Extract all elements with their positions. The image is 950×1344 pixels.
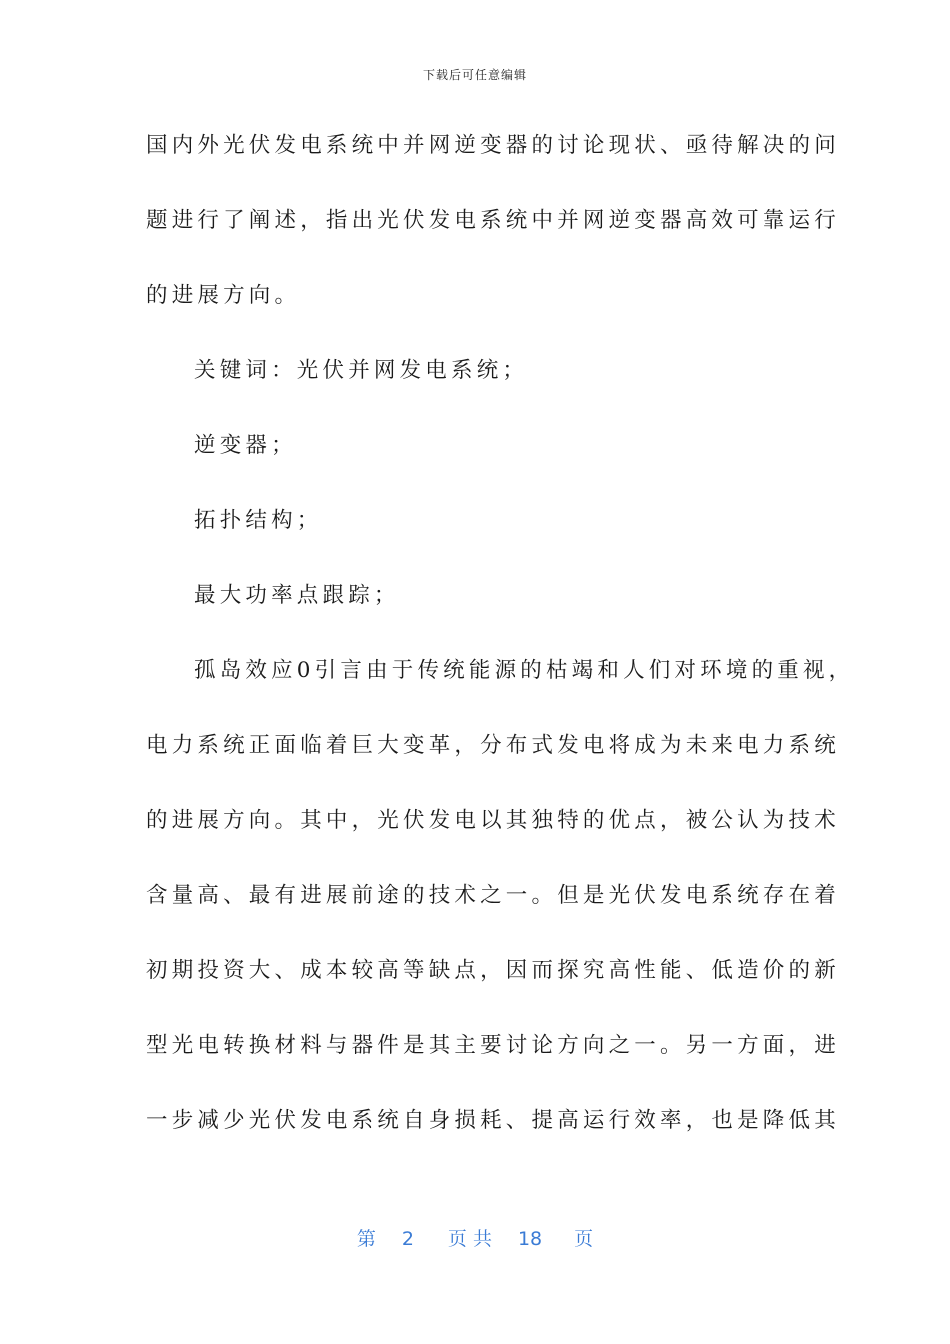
paragraph-line: 型光电转换材料与器件是其主要讨论方向之一。另一方面，进 — [146, 1033, 840, 1058]
paragraph-line: 国内外光伏发电系统中并网逆变器的讨论现状、亟待解决的问 — [146, 133, 840, 158]
page-mid: 页 共 — [447, 1228, 492, 1250]
document-body — [146, 120, 855, 1170]
page-footer — [0, 1224, 950, 1251]
page-suffix: 页 — [574, 1228, 594, 1250]
page-prefix: 第 — [356, 1228, 376, 1250]
paragraph-line: 的进展方向。 — [146, 283, 301, 308]
paragraph-line: 含量高、最有进展前途的技术之一。但是光伏发电系统存在着 — [146, 883, 840, 908]
total-pages: 18 — [517, 1228, 543, 1250]
paragraph-line: 初期投资大、成本较高等缺点，因而探究高性能、低造价的新 — [146, 958, 840, 983]
page-number: 2 — [401, 1228, 414, 1250]
header-note: 下载后可任意编辑 — [422, 68, 527, 82]
paragraph-line: 一步减少光伏发电系统自身损耗、提高运行效率，也是降低其 — [146, 1108, 840, 1133]
keyword-item: 最大功率点跟踪； — [194, 583, 400, 608]
paragraph-line: 题进行了阐述，指出光伏发电系统中并网逆变器高效可靠运行 — [146, 208, 840, 233]
paragraph-line: 孤岛效应0引言由于传统能源的枯竭和人们对环境的重视， — [194, 658, 855, 683]
paragraph-line: 的进展方向。其中，光伏发电以其独特的优点，被公认为技术 — [146, 808, 840, 833]
paragraph-line: 电力系统正面临着巨大变革，分布式发电将成为未来电力系统 — [146, 733, 840, 758]
keyword-item: 逆变器； — [194, 433, 297, 458]
keywords-line: 关键词：光伏并网发电系统； — [194, 358, 529, 383]
keyword-item: 拓扑结构； — [194, 508, 323, 533]
